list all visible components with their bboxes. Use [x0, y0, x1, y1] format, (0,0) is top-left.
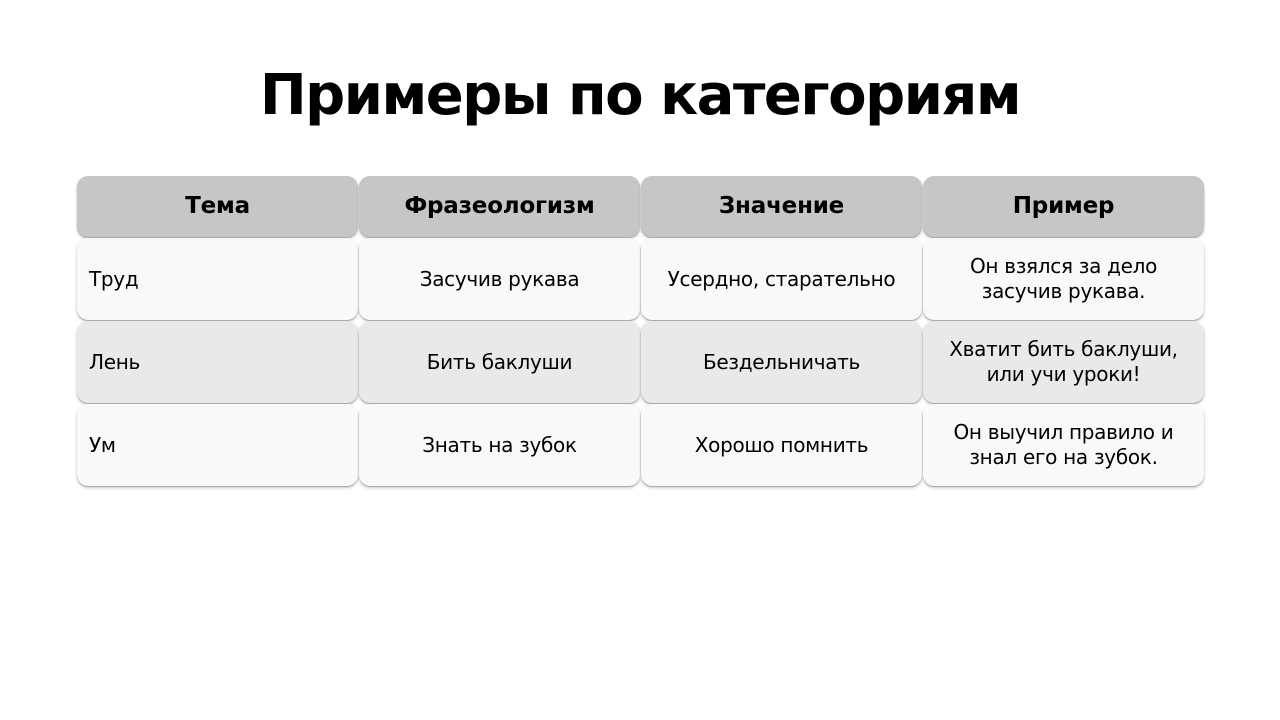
- table-cell-meaning: Бездельничать: [641, 321, 922, 403]
- slide-title: Примеры по категориям: [259, 63, 1021, 128]
- table-header-example: Пример: [923, 176, 1204, 237]
- table-cell-idiom: Засучив рукава: [359, 238, 640, 320]
- table-cell-topic: Труд: [77, 238, 358, 320]
- table-cell-idiom: Знать на зубок: [359, 404, 640, 486]
- table-cell-example: Хватит бить баклуши, или учи уроки!: [923, 321, 1204, 403]
- phraseology-table: [77, 176, 1204, 486]
- table-cell-topic: Лень: [77, 321, 358, 403]
- table-header-meaning: Значение: [641, 176, 922, 237]
- table-cell-meaning: Усердно, старательно: [641, 238, 922, 320]
- table-cell-example: Он взялся за дело засучив рукава.: [923, 238, 1204, 320]
- table-header-idiom: Фразеологизм: [359, 176, 640, 237]
- table-cell-meaning: Хорошо помнить: [641, 404, 922, 486]
- table-cell-topic: Ум: [77, 404, 358, 486]
- table-header-topic: Тема: [77, 176, 358, 237]
- table-cell-example: Он выучил правило и знал его на зубок.: [923, 404, 1204, 486]
- table-cell-idiom: Бить баклуши: [359, 321, 640, 403]
